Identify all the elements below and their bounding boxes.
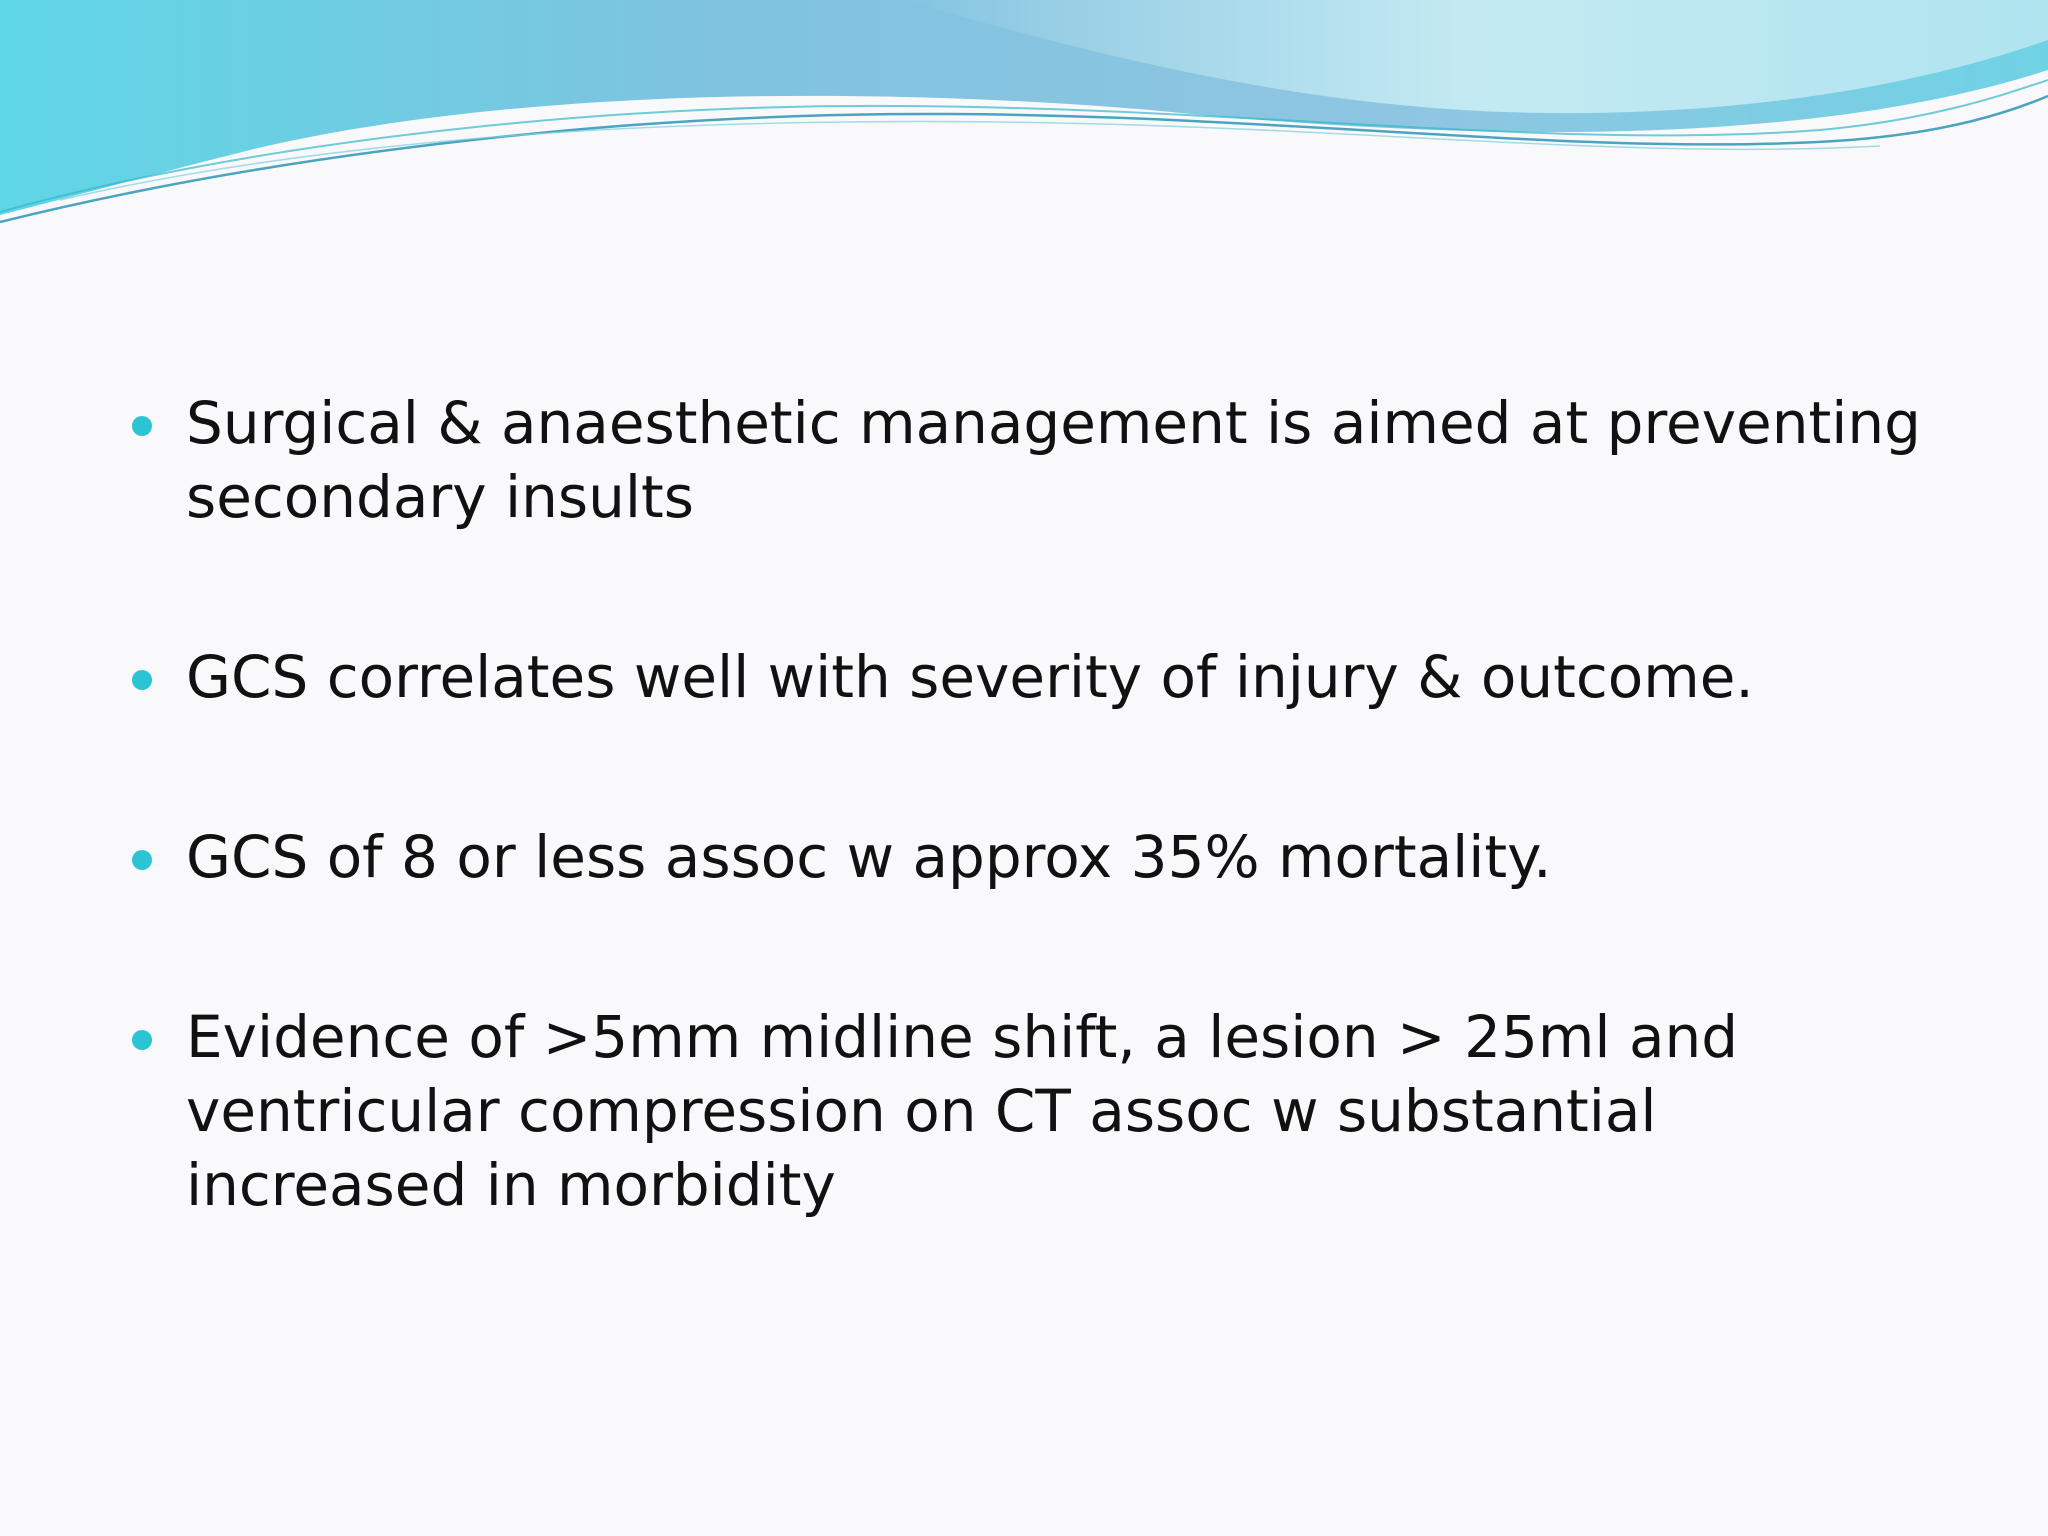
bullet-text: GCS of 8 or less assoc w approx 35% mortality. — [186, 823, 1552, 891]
wave-header-decoration — [0, 0, 2048, 240]
bullet-dot-icon — [132, 850, 152, 870]
bullet-item — [132, 820, 1952, 894]
bullet-item — [132, 386, 1952, 534]
bullet-dot-icon — [132, 416, 152, 436]
bullet-item — [132, 640, 1952, 714]
bullet-list — [132, 386, 1952, 1222]
bullet-text: GCS correlates well with severity of injury & outcome. — [186, 643, 1754, 711]
bullet-text: Surgical & anaesthetic management is aimed at preventing secondary insults — [186, 389, 1921, 531]
bullet-dot-icon — [132, 1030, 152, 1050]
bullet-dot-icon — [132, 670, 152, 690]
bullet-item — [132, 1000, 1952, 1222]
bullet-text: Evidence of >5mm midline shift, a lesion > 25ml and ventricular compression on CT assoc w substantial increased in morbidity — [186, 1003, 1739, 1219]
